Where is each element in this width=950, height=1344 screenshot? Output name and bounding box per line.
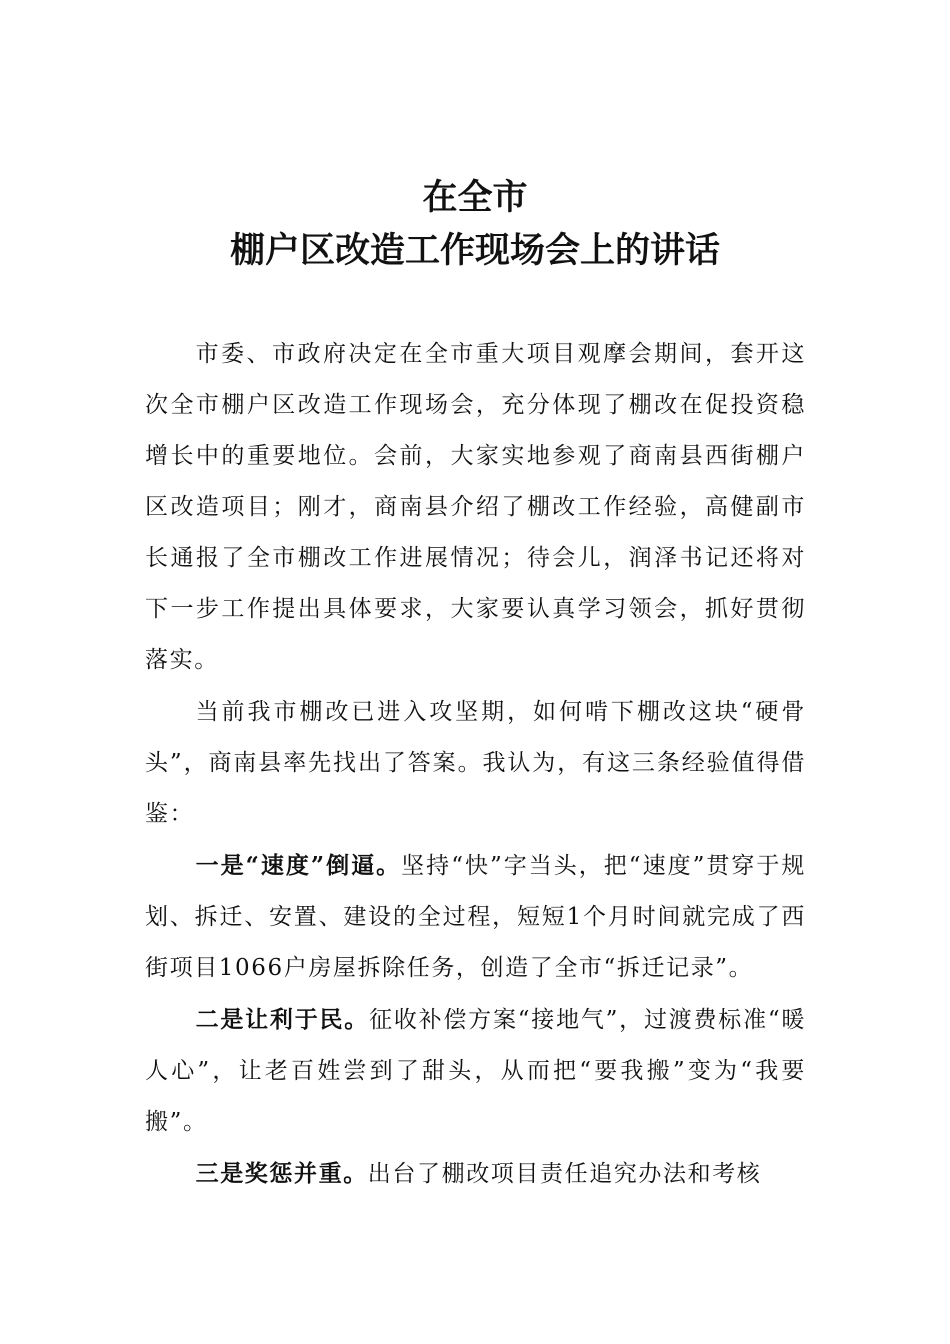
title-line-1: 在全市	[422, 177, 528, 218]
paragraph-text: 坚持“快”字当头，把“速度”贯穿于规划、拆迁、安置、建设的全过程，短短1个月时间就完成了西街项目1066户房屋拆除任务，创造了全市“拆迁记录”。	[145, 853, 807, 981]
paragraph-lead: 三是奖惩并重。	[195, 1160, 368, 1187]
paragraph	[145, 994, 806, 1148]
paragraph-text: 出台了棚改项目责任追究办法和考核	[367, 1161, 762, 1187]
paragraph-text: 征收补偿方案“接地气”，过渡费标准“暖人心”，让老百姓尝到了甜头，从而把“要我搬”变为“我要搬”。	[145, 1007, 806, 1135]
paragraph	[145, 840, 806, 994]
paragraph	[145, 328, 806, 686]
paragraph-text: 当前我市棚改已进入攻坚期，如何啃下棚改这块“硬骨头”，商南县率先找出了答案。我认为，有这三条经验值得借鉴：	[145, 699, 806, 827]
paragraph	[145, 686, 806, 840]
paragraph-lead: 二是让利于民。	[195, 1006, 370, 1033]
paragraph-text: 市委、市政府决定在全市重大项目观摩会期间，套开这次全市棚户区改造工作现场会，充分体现了棚改在促投资稳增长中的重要地位。会前，大家实地参观了商南县西街棚户区改造项目；刚才，商南县介绍了棚改工作经验，高健副市长通报了全市棚改工作进展情况；待会儿，润泽书记还将对下一步工作提出具体要求，大家要认真学习领会，抓好贯彻落实。	[145, 341, 806, 673]
paragraph-lead: 一是“速度”倒逼。	[195, 852, 402, 879]
title-line-2: 棚户区改造工作现场会上的讲话	[229, 230, 720, 271]
paragraph	[145, 1148, 806, 1200]
document-body	[145, 328, 806, 1200]
